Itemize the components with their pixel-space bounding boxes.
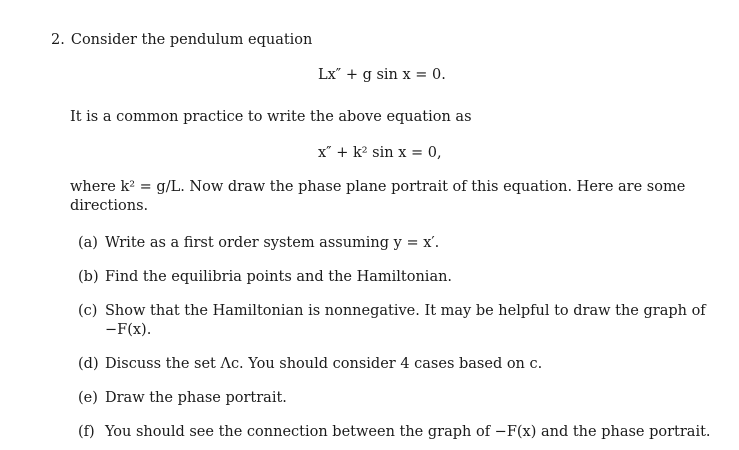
item-text: Show that the Hamiltonian is nonnegative. It may be helpful to draw the graph of bbox=[105, 303, 706, 319]
where-line-text: where k² = g/L. Now draw the phase plane portrait of this equation. Here are some bbox=[70, 179, 686, 195]
item-text: Write as a first order system assuming y = x′. bbox=[105, 235, 440, 251]
list-item-a bbox=[78, 234, 439, 252]
problem-intro: Consider the pendulum equation bbox=[70, 32, 313, 48]
pendulum-equation: Lx″ + g sin x = 0. bbox=[318, 67, 446, 83]
directions-text: directions. bbox=[70, 198, 149, 214]
item-label: (d) bbox=[78, 356, 99, 372]
problem-heading bbox=[51, 31, 312, 49]
list-item-b bbox=[78, 268, 452, 286]
item-text: Draw the phase portrait. bbox=[105, 390, 287, 406]
item-label: (b) bbox=[78, 269, 99, 285]
item-label: (c) bbox=[78, 303, 98, 319]
problem-number: 2. bbox=[51, 32, 65, 48]
normalized-equation: x″ + k² sin x = 0, bbox=[318, 145, 442, 161]
item-text: Find the equilibria points and the Hamiltonian. bbox=[105, 269, 453, 285]
list-item-c-continued: −F(x). bbox=[105, 322, 152, 338]
item-text: Discuss the set Λc. You should consider 4 cases based on c. bbox=[105, 356, 543, 372]
list-item-d bbox=[78, 355, 542, 373]
common-practice-text: It is a common practice to write the above equation as bbox=[70, 109, 472, 125]
list-item-c bbox=[78, 302, 706, 320]
item-label: (e) bbox=[78, 390, 98, 406]
item-label: (f) bbox=[78, 424, 95, 440]
list-item-e bbox=[78, 389, 287, 407]
list-item-f bbox=[78, 423, 711, 441]
item-label: (a) bbox=[78, 235, 98, 251]
item-text: You should see the connection between the graph of −F(x) and the phase portrait. bbox=[105, 424, 711, 440]
